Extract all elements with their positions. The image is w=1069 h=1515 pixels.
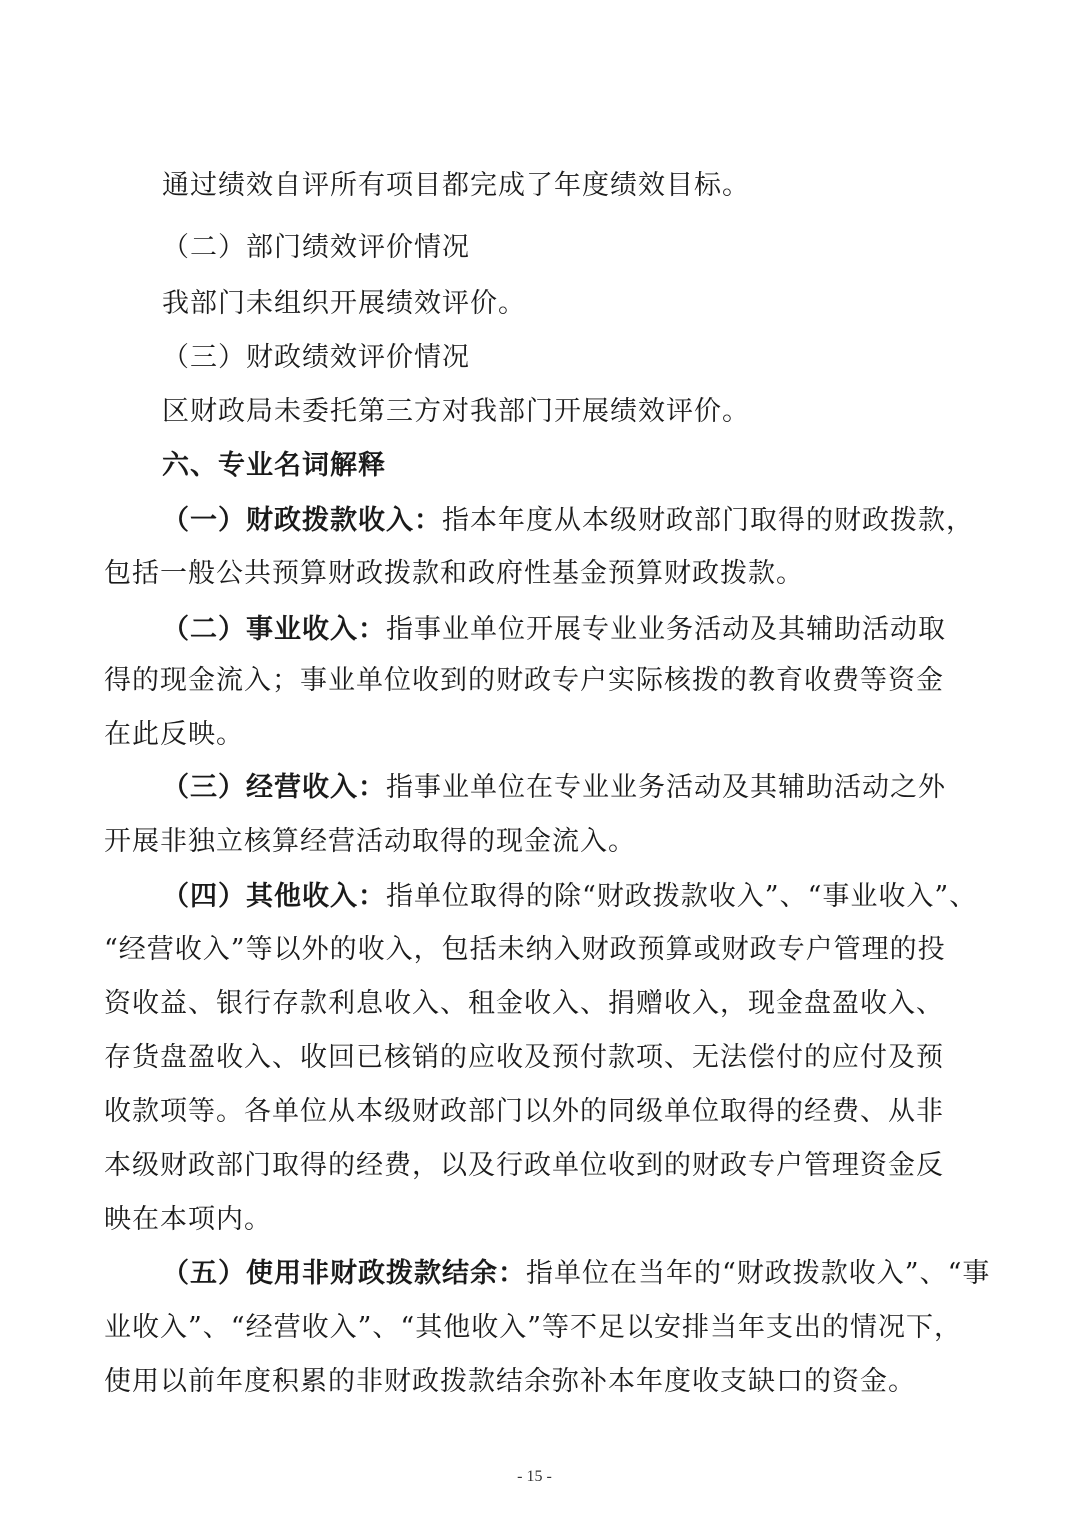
glossary-term-4-line5 <box>104 1094 966 1130</box>
glossary-term-4 <box>162 879 978 915</box>
term-text: 指本年度从本级财政部门取得的财政拨款， <box>442 505 974 536</box>
glossary-term-3 <box>162 770 966 806</box>
glossary-term-4-line3 <box>104 986 966 1022</box>
heading-text: 六、专业名词解释 <box>162 450 386 481</box>
paragraph-dept-eval <box>162 286 1024 322</box>
term-text: 在此反映。 <box>104 719 244 750</box>
glossary-term-4-line7 <box>104 1202 966 1238</box>
glossary-term-5-line2 <box>104 1310 966 1346</box>
paragraph-finance-eval <box>162 394 1024 430</box>
glossary-term-1-line2 <box>104 556 966 592</box>
term-text: 业收入”、“经营收入”、“其他收入”等不足以安排当年支出的情况下， <box>104 1312 963 1343</box>
section-heading-glossary <box>162 448 1024 484</box>
paragraph-text: 我部门未组织开展绩效评价。 <box>162 288 526 319</box>
term-text: 存货盘盈收入、收回已核销的应收及预付款项、无法偿付的应付及预 <box>104 1042 944 1073</box>
term-text: 指单位在当年的“财政拨款收入”、“事 <box>526 1258 991 1289</box>
paragraph-self-eval <box>162 168 1024 204</box>
paragraph-text: 区财政局未委托第三方对我部门开展绩效评价。 <box>162 396 750 427</box>
term-text: 指事业单位开展专业业务活动及其辅助活动取 <box>386 614 946 645</box>
glossary-term-4-line6 <box>104 1148 966 1184</box>
heading-dept-eval <box>162 230 1024 266</box>
term-label: （四）其他收入： <box>162 881 386 912</box>
term-text: 得的现金流入；事业单位收到的财政专户实际核拨的教育收费等资金 <box>104 665 944 696</box>
term-text: 资收益、银行存款利息收入、租金收入、捐赠收入，现金盘盈收入、 <box>104 988 944 1019</box>
glossary-term-2 <box>162 612 966 648</box>
term-text: 包括一般公共预算财政拨款和政府性基金预算财政拨款。 <box>104 558 804 589</box>
page-number: - 15 - <box>517 1468 552 1485</box>
term-text: “经营收入”等以外的收入，包括未纳入财政预算或财政专户管理的投 <box>104 934 946 965</box>
term-label: （三）经营收入： <box>162 772 386 803</box>
term-label: （五）使用非财政拨款结余： <box>162 1258 526 1289</box>
heading-text: （三）财政绩效评价情况 <box>162 342 470 373</box>
paragraph-text: 通过绩效自评所有项目都完成了年度绩效目标。 <box>162 170 750 201</box>
term-text: 本级财政部门取得的经费，以及行政单位收到的财政专户管理资金反 <box>104 1150 944 1181</box>
term-text: 使用以前年度积累的非财政拨款结余弥补本年度收支缺口的资金。 <box>104 1366 916 1397</box>
glossary-term-5 <box>162 1256 991 1292</box>
term-text: 开展非独立核算经营活动取得的现金流入。 <box>104 826 636 857</box>
term-label: （一）财政拨款收入： <box>162 505 442 536</box>
glossary-term-3-line2 <box>104 824 966 860</box>
glossary-term-1 <box>162 503 974 539</box>
term-text: 映在本项内。 <box>104 1204 272 1235</box>
term-text: 指事业单位在专业业务活动及其辅助活动之外 <box>386 772 946 803</box>
term-label: （二）事业收入： <box>162 614 386 645</box>
glossary-term-2-line3 <box>104 717 966 753</box>
glossary-term-4-line4 <box>104 1040 966 1076</box>
heading-text: （二）部门绩效评价情况 <box>162 232 470 263</box>
heading-finance-eval <box>162 340 1024 376</box>
term-text: 指单位取得的除“财政拨款收入”、“事业收入”、 <box>386 881 978 912</box>
glossary-term-5-line3 <box>104 1364 966 1400</box>
glossary-term-2-line2 <box>104 663 966 699</box>
glossary-term-4-line2 <box>104 932 966 968</box>
term-text: 收款项等。各单位从本级财政部门以外的同级单位取得的经费、从非 <box>104 1096 944 1127</box>
